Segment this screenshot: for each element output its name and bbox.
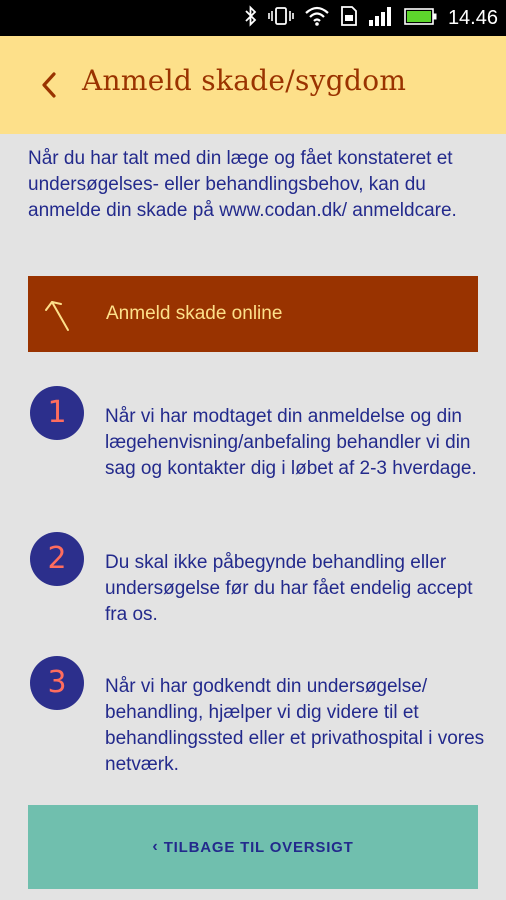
status-bar <box>0 0 506 36</box>
vibrate-icon <box>268 5 294 32</box>
step-number-badge: 1 <box>30 386 84 440</box>
report-online-button[interactable] <box>28 276 478 352</box>
chevron-left-icon[interactable] <box>38 68 60 102</box>
step-text: Du skal ikke påbegynde behandling eller undersøgelse før du har fået endelig accept fra os. <box>105 552 473 625</box>
step-text: Når vi har godkendt din undersøgelse/ behandling, hjælper vi dig videre til et behandlingssted eller et privathospital i vores netværk. <box>105 676 485 775</box>
signal-icon <box>368 5 394 32</box>
step-text: Når vi har modtaget din anmeldelse og din lægehenvisning/anbefaling behandler vi din sag og kontakter dig i løbet af 2-3 hverdage. <box>105 406 477 479</box>
wifi-icon <box>304 5 330 32</box>
back-to-overview-label: TILBAGE TIL OVERSIGT <box>163 838 354 856</box>
step-number-badge: 3 <box>30 656 84 710</box>
battery-icon <box>404 5 438 32</box>
arrow-up-left-icon <box>44 294 78 334</box>
status-time: 14.46 <box>447 6 498 29</box>
app-header <box>0 36 506 134</box>
bluetooth-icon <box>244 5 258 32</box>
status-icons <box>244 0 498 36</box>
sim-icon <box>340 5 358 32</box>
report-online-label: Anmeld skade online <box>106 303 283 324</box>
intro-text: Når du har talt med din læge og fået konstateret et undersøgelses- eller behandlingsbehov, kan du anmelde din skade på www.codan.dk/ anmeldcare. <box>28 148 457 221</box>
page-title: Anmeld skade/sygdom <box>82 64 407 97</box>
back-to-overview-button[interactable] <box>28 805 478 889</box>
chevron-left-icon: ‹ <box>152 838 158 855</box>
step-number-badge: 2 <box>30 532 84 586</box>
